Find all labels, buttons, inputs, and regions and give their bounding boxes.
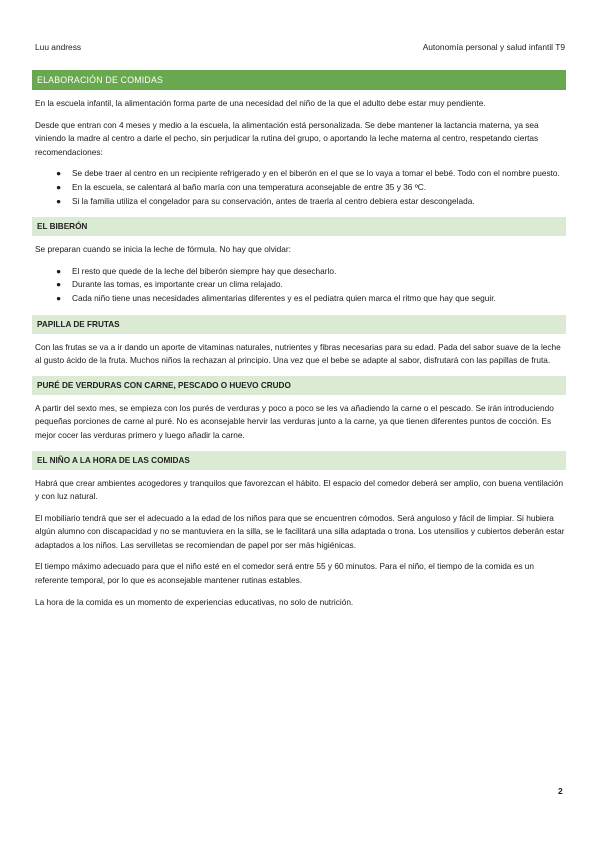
bullet-icon: ● bbox=[56, 265, 62, 276]
bullet-icon: ● bbox=[56, 195, 62, 206]
paragraph: La hora de la comida es un momento de experiencias educativas, no solo de nutrición. bbox=[35, 596, 354, 607]
list-item-text: El resto que quede de la leche del biberón siempre hay que desecharlo. bbox=[72, 265, 337, 276]
bullet-icon: ● bbox=[56, 168, 62, 179]
bullet-icon: ● bbox=[56, 181, 62, 192]
paragraph: Habrá que crear ambientes acogedores y tranquilos que favorezcan el hábito. El espacio del comedor deberá ser amplio, con buena ventilación y con luz natural. bbox=[35, 477, 564, 502]
header-course-title: Autonomía personal y salud infantil T9 bbox=[422, 42, 565, 52]
list-item-text: Cada niño tiene unas necesidades alimentarias diferentes y es el pediatra quien marca el ritmo que hay que seguir. bbox=[72, 292, 496, 303]
section-heading-elaboracion: ELABORACIÓN DE COMIDAS bbox=[32, 70, 566, 90]
section-heading-nino: EL NIÑO A LA HORA DE LAS COMIDAS bbox=[32, 451, 566, 470]
bullet-icon: ● bbox=[56, 292, 62, 303]
paragraph: En la escuela infantil, la alimentación forma parte de una necesidad del niño de la que el adulto debe estar muy pendiente. bbox=[35, 98, 486, 108]
paragraph: El mobiliario tendrá que ser el adecuado a la edad de los niños para que se encuentren cómodos. Será anguloso y fácil de limpiar. Si hubiera algún alumno con discapacidad y no se mantuviera en la silla, se le facilitará una silla adaptada o trona. Los utensilios y cubiertos deberán estar adaptados a los niños. Las servilletas se recomiendan de papel por ser más higiénicas. bbox=[35, 512, 565, 550]
list-item-text: En la escuela, se calentará al baño maría con una temperatura aconsejable de entre 35 y 36 ºC. bbox=[72, 181, 427, 192]
paragraph: Desde que entran con 4 meses y medio a la escuela, la alimentación está personalizada. Se debe mantener la lactancia materna, ya sea viniendo la madre al centro a darle el pecho, sin perjudicar la rutina del grupo, o aportando la leche materna al centro, respetando ciertas recomendaciones: bbox=[35, 119, 539, 157]
paragraph: A partir del sexto mes, se empieza con los purés de verduras y poco a poco se les va añadiendo la carne o el pescado. Se irán introduciendo pequeñas porciones de carne al puré. No es aconsejable hervir las verduras junto a la carne, ya que tienen diferentes puntos de cocción. Es mejor cocer las verduras primero y luego añadir la carne. bbox=[35, 402, 554, 440]
list-item-text: Se debe traer al centro en un recipiente refrigerado y en el biberón en el que se lo vaya a tomar el bebé. Todo con el nombre puesto. bbox=[72, 168, 560, 179]
list-item bbox=[32, 278, 566, 292]
document-body bbox=[32, 70, 566, 617]
page-header bbox=[35, 42, 565, 54]
section-heading-pure: PURÉ DE VERDURAS CON CARNE, PESCADO O HUEVO CRUDO bbox=[32, 376, 566, 395]
bullet-list bbox=[32, 265, 566, 306]
paragraph: Con las frutas se va a ir dando un aporte de vitaminas naturales, nutrientes y fibras necesarias para su edad. Pada del sabor suave de la leche al gusto ácido de la fruta. Muchos niños la rechazan al principio. Una vez que el bebe se adapte al sabor, disfrutará con las papillas de fruta. bbox=[35, 341, 561, 366]
list-item bbox=[32, 292, 566, 306]
list-item-text: Durante las tomas, es importante crear un clima relajado. bbox=[72, 279, 283, 290]
list-item bbox=[32, 265, 566, 279]
header-author: Luu andress bbox=[35, 42, 82, 52]
bullet-list bbox=[32, 167, 566, 208]
paragraph: Se preparan cuando se inicia la leche de fórmula. No hay que olvidar: bbox=[35, 244, 291, 255]
section-heading-biberon: EL BIBERÓN bbox=[32, 217, 566, 236]
bullet-icon: ● bbox=[56, 279, 62, 290]
list-item-text: Si la familia utiliza el congelador para su conservación, antes de traerla al centro debiera estar descongelada. bbox=[72, 195, 475, 206]
page-number: 2 bbox=[558, 786, 563, 796]
list-item bbox=[32, 181, 566, 195]
section-heading-papilla: PAPILLA DE FRUTAS bbox=[32, 315, 566, 334]
list-item bbox=[32, 195, 566, 209]
paragraph: El tiempo máximo adecuado para que el niño esté en el comedor será entre 55 y 60 minutos. Para el niño, el tiempo de la comida es un referente temporal, por lo que es aconsejable mantener rutinas estables. bbox=[35, 561, 535, 586]
list-item bbox=[32, 167, 566, 181]
